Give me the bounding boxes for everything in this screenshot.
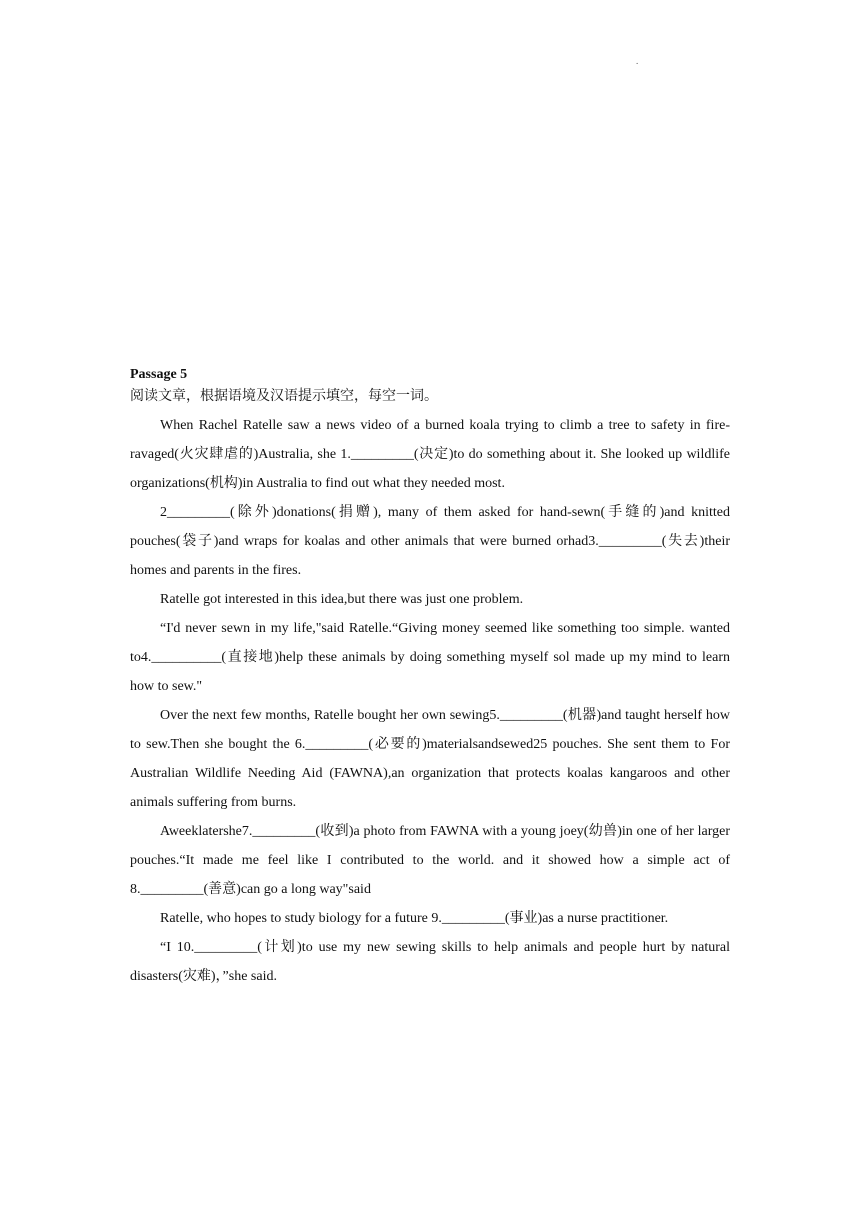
paragraph-4: “I'd never sewn in my life,"said Ratelle.“Giving money seemed like something too simple. wanted to4.__________(直接地)help these animals by doing something myself sol made up my mind to learn how to sew." [130, 621, 730, 694]
paragraph-3: Ratelle got interested in this idea,but there was just one problem. [160, 592, 524, 607]
paragraph-1: When Rachel Ratelle saw a news video of a burned koala trying to climb a tree to safety in fire-ravaged(火灾肆虐的)Australia, she 1._________(决定)to do something about it. She looked up wildlife organizations(机构)in Australia to find out what they needed most. [130, 418, 730, 491]
paragraph-5: Over the next few months, Ratelle bought her own sewing5._________(机器)and taught herself how to sew.Then she bought the 6._________(必要的)materialsandsewed25 pouches. She sent them to For Australian Wildlife Needing Aid (FAWNA),an organization that protects koalas kangaroos and other animals suffering from burns. [130, 708, 730, 810]
paragraph-6: Aweeklatershe7._________(收到)a photo from FAWNA with a young joey(幼兽)in one of her larger pouches.“It made me feel like I contributed to the world. and it showed how a simple act of 8._________(善意)can go a long way"said [130, 824, 730, 897]
paragraph-8: “I 10._________(计划)to use my new sewing skills to help animals and people hurt by natural disasters(灾难)，”she said. [130, 940, 730, 984]
passage-content [130, 365, 730, 991]
paragraph-7: Ratelle, who hopes to study biology for a future 9._________(事业)as a nurse practitioner. [160, 911, 669, 926]
passage-instruction: 阅读文章，根据语境及汉语提示填空，每空一词。 [130, 389, 438, 404]
passage-title: Passage 5 [130, 367, 188, 382]
paragraph-2: 2_________(除外)donations(捐赠), many of them asked for hand-sewn(手缝的)and knitted pouches(袋子)and wraps for koalas and other animals that were burned orhad3._________(失去)their homes and parents in the fires. [130, 505, 730, 578]
page-marker-dot: . [636, 56, 639, 66]
